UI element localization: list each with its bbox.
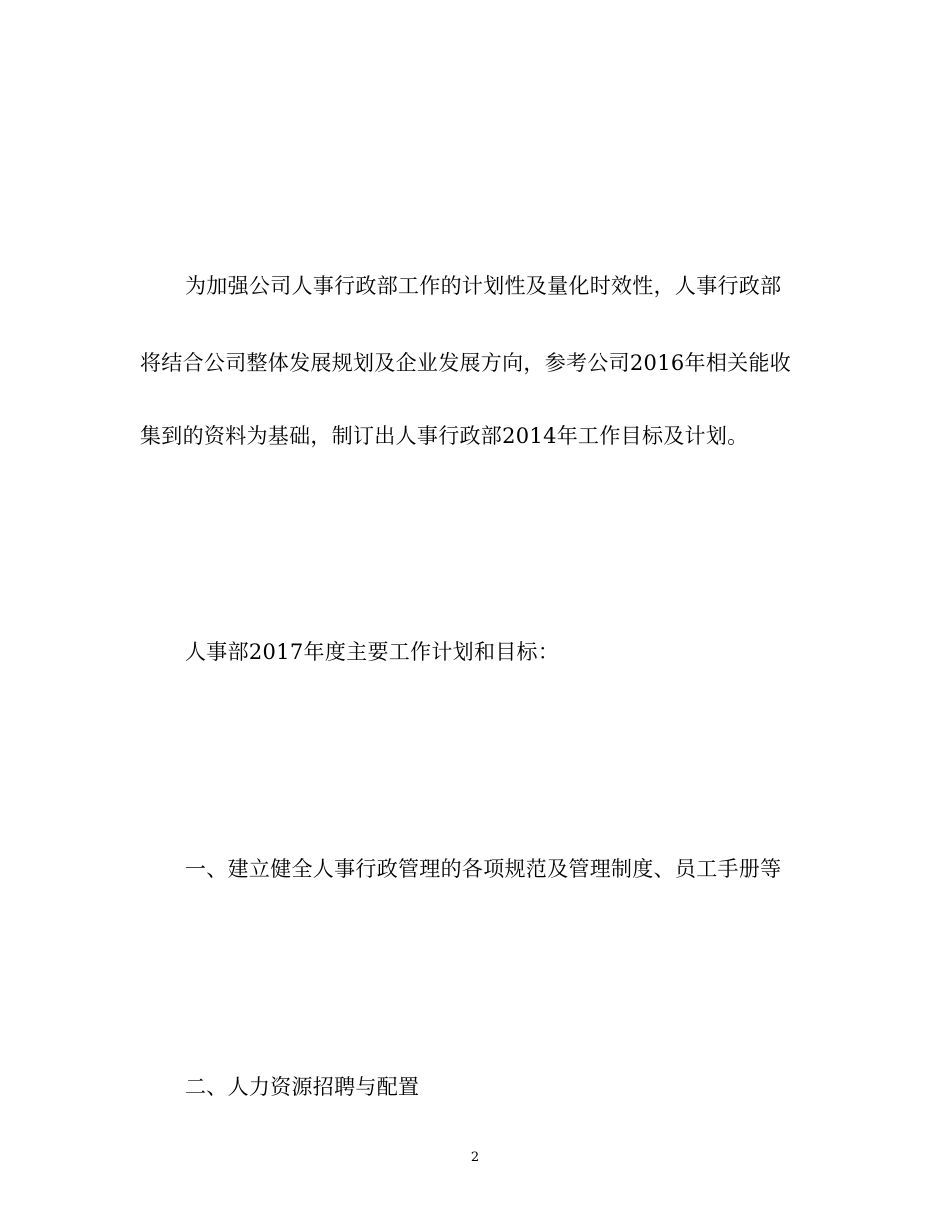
section-heading-2: 二、人力资源招聘与配置	[185, 1075, 420, 1099]
page-number: 2	[470, 1150, 480, 1165]
plan-heading: 人事部2017年度主要工作计划和目标：	[185, 640, 560, 664]
intro-paragraph-line-2: 将结合公司整体发展规划及企业发展方向，参考公司2016年相关能收	[140, 351, 792, 375]
intro-paragraph-line-3: 集到的资料为基础，制订出人事行政部2014年工作目标及计划。	[140, 424, 749, 448]
section-heading-1: 一、建立健全人事行政管理的各项规范及管理制度、员工手册等	[185, 857, 782, 881]
intro-paragraph-line-1: 为加强公司人事行政部工作的计划性及量化时效性，人事行政部	[185, 274, 782, 298]
